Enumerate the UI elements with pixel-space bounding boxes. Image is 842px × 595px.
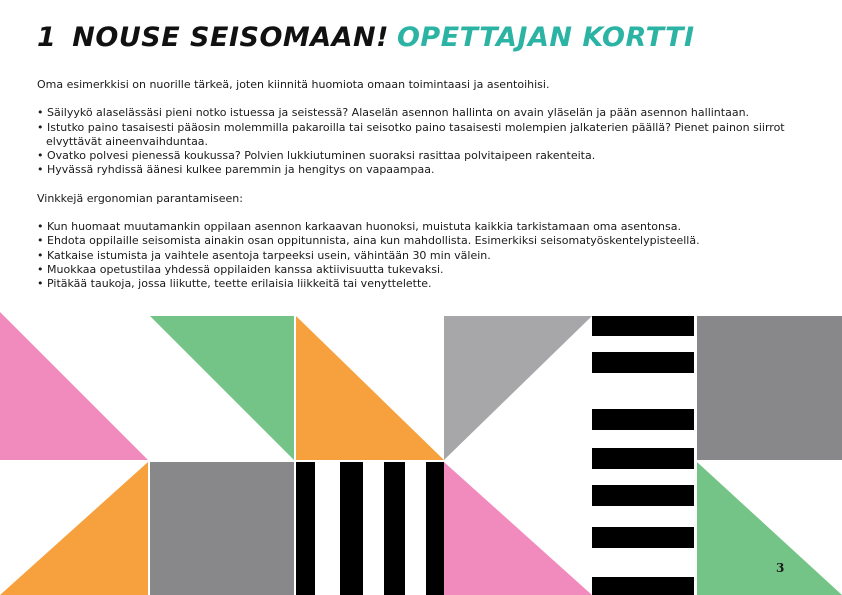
light-gray-triangle [444,316,592,460]
page-number: 3 [776,561,785,575]
list-item: • Muokkaa opetustilaa yhdessä oppilaiden kanssa aktiivisuutta tukevaksi. [37,263,807,277]
list-item: • Istutko paino tasaisesti pääosin molemmilla pakaroilla tai seisotko paino tasaisesti molempien jalkaterien päällä? Pienet painon siirrot elvyttävät aineenvaihduntaa. [37,121,807,150]
black-stripe [296,462,315,595]
intro-paragraph: Oma esimerkkisi on nuorille tärkeä, joten kiinnitä huomiota omaan toimintaasi ja asentoihisi. [37,78,550,91]
list-item: • Säilyykö alaselässäsi pieni notko istuessa ja seistessä? Alaselän asennon hallinta on avain yläselän ja pään asennon hallintaan. [37,106,807,120]
black-stripe [592,485,694,506]
orange-triangle [296,316,444,460]
pink-triangle [444,462,592,595]
green-triangle [150,316,294,460]
list-item: • Pitäkää taukoja, jossa liikutte, teette erilaisia liikkeitä tai venyttelette. [37,277,807,291]
black-stripe [592,352,694,373]
list-item: • Ovatko polvesi pienessä koukussa? Polvien lukkiutuminen suoraksi rasittaa polvitaipeen rakenteita. [37,149,807,163]
list-item: • Hyvässä ryhdissä äänesi kulkee paremmin ja hengitys on vapaampaa. [37,163,807,177]
black-stripe [592,316,694,336]
black-stripe [384,462,405,595]
black-stripe [592,527,694,548]
orange-triangle [0,462,148,595]
list-item: • Katkaise istumista ja vaihtele asentoja tarpeeksi usein, vähintään 30 min välein. [37,249,807,263]
gray-square [150,462,294,595]
gray-square [697,316,842,460]
black-stripe [426,462,444,595]
section-number: 1 [37,22,57,53]
title-subtitle: OPETTAJAN KORTTI [396,22,695,53]
green-triangle [697,462,842,595]
black-stripe [592,448,694,469]
list-item: • Kun huomaat muutamankin oppilaan asennon karkaavan huonoksi, muistuta kaikkia tarkistamaan oma asentonsa. [37,220,807,234]
black-stripe [592,577,694,595]
title-main: NOUSE SEISOMAAN! [72,22,389,53]
list-item: • Ehdota oppilaille seisomista ainakin osan oppitunnista, aina kun mahdollista. Esimerkiksi seisomatyöskentelypisteellä. [37,234,807,248]
black-stripe [340,462,363,595]
black-stripe [592,409,694,430]
tips-heading: Vinkkejä ergonomian parantamiseen: [37,191,243,205]
pink-triangle [0,312,148,460]
